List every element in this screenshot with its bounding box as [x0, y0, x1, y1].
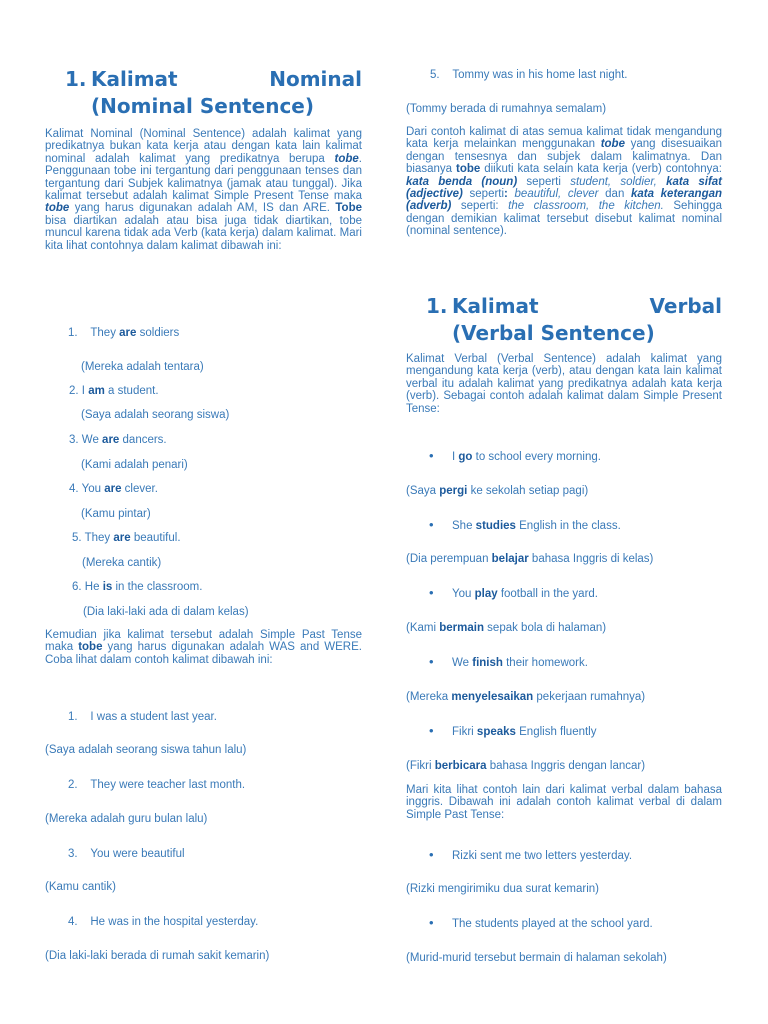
heading-word: Verbal [649, 294, 722, 318]
example-translation: (Kamu pintar) [81, 508, 151, 520]
verbal-past-intro-paragraph: Mari kita lihat contoh lain dari kalimat verbal dalam bahasa inggris. Dibawah ini adalah contoh kalimat verbal di dalam Simple Past Tense: [406, 784, 722, 821]
example-translation: (Kami adalah penari) [81, 459, 188, 471]
example-sentence: 6. He is in the classroom. [72, 581, 203, 593]
example-translation: (Mereka cantik) [82, 557, 162, 569]
heading-word: Kalimat [91, 67, 178, 91]
example-translation: (Kami bermain sepak bola di halaman) [406, 622, 607, 634]
bullet-sentence: • Fikri speaks English fluently [452, 725, 596, 739]
section-heading-nominal [65, 66, 362, 120]
example-translation: (Murid-murid tersebut bermain di halaman sekolah) [406, 952, 667, 964]
verbal-intro-paragraph: Kalimat Verbal (Verbal Sentence) adalah kalimat yang mengandung kata kerja (verb), atau dengan kata lain kalimat verbal itu adalah kalimat yang predikatnya adalah kata kerja (verb). Sebagai contoh adalah kalimat dalam Simple Present Tense: [406, 353, 722, 415]
bullet-sentence: • She studies English in the class. [452, 519, 621, 533]
example-sentence: 3. We are dancers. [69, 434, 167, 446]
example-translation: (Dia perempuan belajar bahasa Inggris di kelas) [406, 553, 654, 565]
example-translation: (Saya adalah seorang siswa tahun lalu) [45, 744, 247, 756]
heading-number: 1. [426, 294, 448, 318]
past-intro-paragraph: Kemudian jika kalimat tersebut adalah Simple Past Tense maka tobe yang harus digunakan adalah WAS and WERE. Coba lihat dalam contoh kalimat dibawah ini: [45, 629, 362, 666]
example-sentence: 4. You are clever. [69, 483, 158, 495]
example-translation: (Dia laki-laki ada di dalam kelas) [83, 606, 249, 618]
example-sentence: 3. You were beautiful [68, 848, 185, 860]
bullet-sentence: • I go to school every morning. [452, 450, 601, 464]
example-sentence: 5. Tommy was in his home last night. [430, 69, 628, 81]
heading-subtitle: (Nominal Sentence) [91, 94, 314, 118]
example-translation: (Saya adalah seorang siswa) [81, 409, 230, 421]
nominal-intro-paragraph: Kalimat Nominal (Nominal Sentence) adalah kalimat yang predikatnya bukan kata kerja atau dengan kata lain kalimat nominal adalah kalimat yang predikatnya berupa tobe. Penggunaan tobe ini tergantung dari penggunaan tenses dan tergantung dari Subjek kalimatnya (jamak atau tunggal). Jika kalimat tersebut adalah kalimat Simple Present Tense maka tobe yang harus digunakan adalah AM, IS dan ARE. Tobe bisa diartikan adalah atau bisa juga tidak diartikan, tobe muncul karena tidak ada Verb (kata kerja) dalam kalimat. Mari kita lihat contohnya dalam kalimat dibawah ini: [45, 128, 362, 252]
example-translation: (Rizki mengirimiku dua surat kemarin) [406, 883, 599, 895]
bullet-sentence: • We finish their homework. [452, 656, 588, 670]
heading-subtitle: (Verbal Sentence) [452, 321, 655, 345]
bullet-sentence: • The students played at the school yard. [452, 917, 653, 931]
heading-word: Nominal [269, 67, 362, 91]
example-sentence: 1. I was a student last year. [68, 711, 217, 723]
example-translation: (Mereka adalah tentara) [81, 361, 204, 373]
nominal-summary-paragraph: Dari contoh kalimat di atas semua kalimat tidak mengandung kata kerja melainkan menggunakan tobe yang disesuaikan dengan tensesnya dan subjek dalam kalimatnya. Dan biasanya tobe diikuti kata selain kata kerja (verb) contohnya: kata benda (noun) seperti student, soldier, kata sifat (adjective) seperti: beautiful, clever dan kata keterangan (adverb) seperti: the classroom, the kitchen. Sehingga dengan demikian kalimat tersebut disebut kalimat nominal (nominal sentence). [406, 126, 723, 238]
example-sentence: 4. He was in the hospital yesterday. [68, 916, 259, 928]
example-translation: (Tommy berada di rumahnya semalam) [406, 103, 607, 115]
example-translation: (Saya pergi ke sekolah setiap pagi) [406, 485, 589, 497]
example-translation: (Fikri berbicara bahasa Inggris dengan lancar) [406, 760, 646, 772]
example-translation: (Kamu cantik) [45, 881, 116, 893]
bullet-sentence: • You play football in the yard. [452, 587, 598, 601]
section-heading-verbal [426, 293, 722, 347]
example-sentence: 5. They are beautiful. [72, 532, 181, 544]
example-translation: (Dia laki-laki berada di rumah sakit kemarin) [45, 950, 270, 962]
example-translation: (Mereka adalah guru bulan lalu) [45, 813, 208, 825]
example-sentence: 1. They are soldiers [68, 327, 180, 339]
heading-word: Kalimat [452, 294, 539, 318]
bullet-sentence: • Rizki sent me two letters yesterday. [452, 849, 632, 863]
example-sentence: 2. They were teacher last month. [68, 779, 246, 791]
example-translation: (Mereka menyelesaikan pekerjaan rumahnya) [406, 691, 646, 703]
example-sentence: 2. I am a student. [69, 385, 159, 397]
heading-number: 1. [65, 67, 87, 91]
